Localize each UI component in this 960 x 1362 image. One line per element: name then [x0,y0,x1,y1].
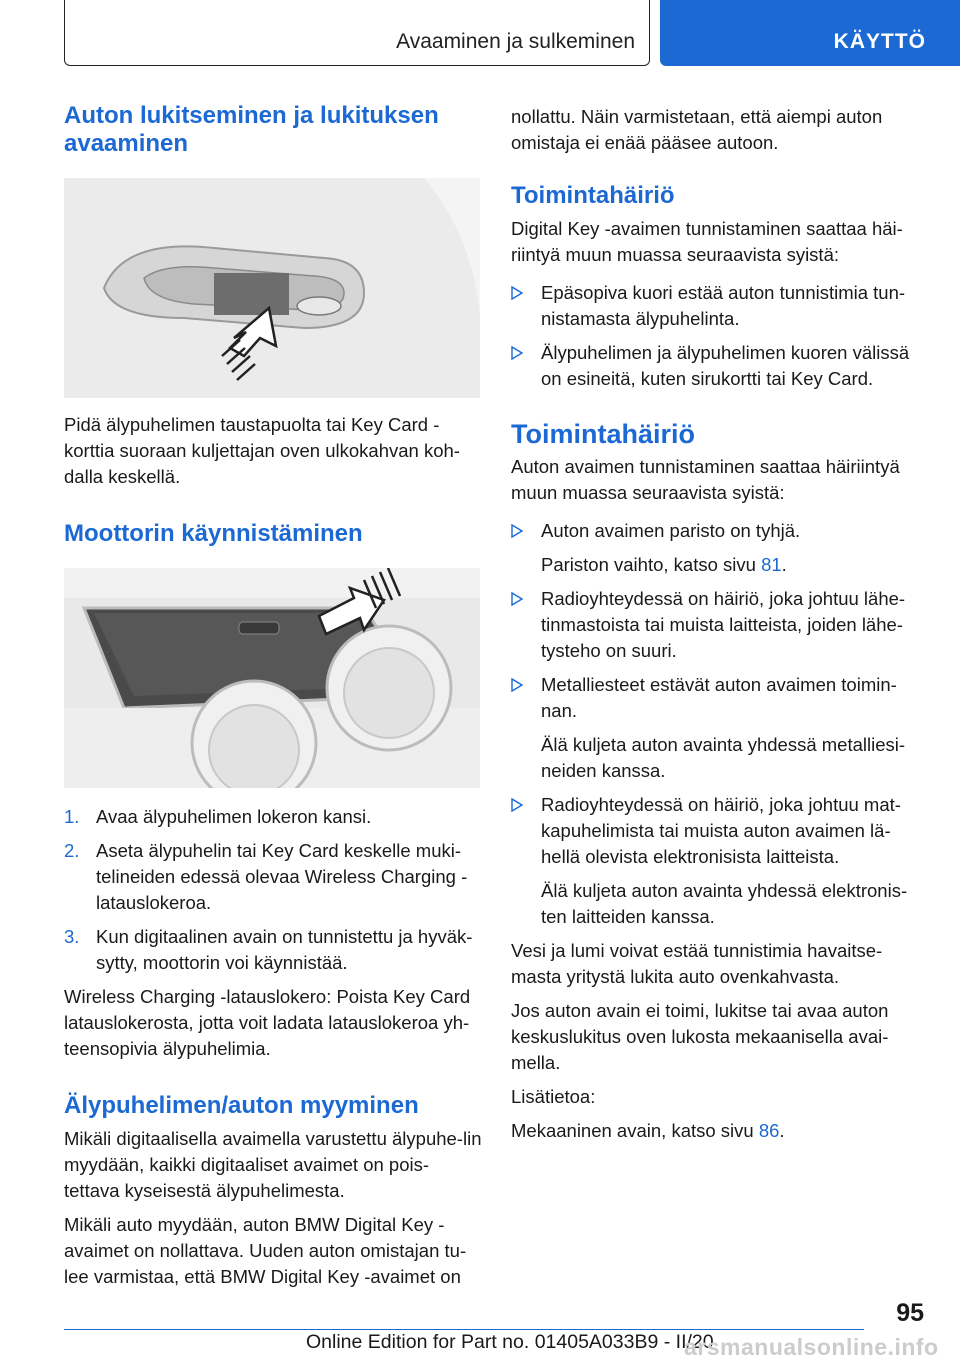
list-item [511,340,921,392]
step-number: 2. [64,840,80,861]
paragraph-car-sold: Mikäli auto myydään, auton BMW Digital Key -avaimet on nollattava. Uuden auton omistajan tu-lee varmistaa, että BMW Digital Key -avaimet on [64,1214,467,1287]
triangle-bullet-icon [511,346,523,360]
header-section-title: Avaaminen ja sulkeminen [396,30,635,53]
footer-watermark: arsmanualsonline.info [684,1334,939,1360]
bullet-text: Auton avaimen paristo on tyhjä. [541,520,801,541]
car-key-causes-list [511,518,921,930]
page-link-86[interactable]: 86 [758,1120,780,1141]
heading-malfunction-car-key: Toimintahäiriö [511,419,696,449]
bullet-subtext: Älä kuljeta auton avainta yhdessä metalliesi-neiden kanssa. [541,734,906,781]
step-text: Avaa älypuhelimen lokeron kansi. [96,806,372,827]
header-chapter-label: KÄYTTÖ [833,30,926,53]
list-item [64,838,482,916]
bullet-text: Älypuhelimen ja älypuhelimen kuoren välissä on esineitä, kuten sirukortti tai Key Card. [541,342,910,389]
subtext-prefix: Pariston vaihto, katso sivu [541,554,762,575]
start-steps-list [64,804,482,976]
paragraph-wireless-charging: Wireless Charging -latauslokero: Poista Key Card latauslokerosta, jotta voit ladata latauslokeroa yh-teensopivia älypuhelimia. [64,986,471,1059]
list-item [511,672,921,784]
door-handle-illustration [64,178,480,398]
heading-start-engine: Moottorin käynnistäminen [64,520,363,547]
bullet-text: Radioyhteydessä on häiriö, joka johtuu lähe-tinmastoista tai muista laitteista, joiden lähe-tysteho on suuri. [541,588,906,661]
page-number: 95 [896,1299,924,1327]
triangle-bullet-icon [511,524,523,538]
bullet-text: Metalliesteet estävät auton avaimen toimin-nan. [541,674,897,721]
bullet-subtext [541,552,921,578]
paragraph-hold-phone: Pidä älypuhelimen taustapuolta tai Key Card -korttia suoraan kuljettajan oven ulkokahvan koh-dalla keskellä. [64,414,460,487]
heading-locking: Auton lukitseminen ja lukituksen avaaminen [64,102,439,157]
list-item [64,924,482,976]
list-item [511,586,921,664]
triangle-bullet-icon [511,798,523,812]
step-text: Aseta älypuhelin tai Key Card keskelle muki-telineiden edessä olevaa Wireless Charging -latauslokeroa. [96,840,468,913]
ref-prefix: Mekaaninen avain, katso sivu [511,1120,759,1141]
step-number: 3. [64,926,80,947]
paragraph-digital-key-interference: Digital Key -avaimen tunnistaminen saattaa häi-riintyä muun muassa seuraavista syistä: [511,218,903,265]
right-column [511,104,921,1144]
list-item [511,280,921,332]
paragraph-continued: nollattu. Näin varmistetaan, että aiempi auton omistaja ei enää pääsee autoon. [511,106,883,153]
paragraph-phone-sold: Mikäli digitaalisella avaimella varustettu älypuhe-lin myydään, kaikki digitaaliset avaimet on pois-tettava kyseisestä älypuhelimesta. [64,1128,482,1201]
page-link-81[interactable]: 81 [761,554,782,575]
subtext-suffix: . [781,554,787,575]
heading-malfunction-digital-key: Toimintahäiriö [511,182,675,209]
paragraph-water-snow: Vesi ja lumi voivat estää tunnistimia havaitse-masta yritystä lukita auto ovenkahvasta. [511,940,883,987]
bullet-text: Radioyhteydessä on häiriö, joka johtuu mat-kapuhelimista tai muista auton avaimen lä-hellä olevista elektronisista laitteista. [541,794,901,867]
digital-key-causes-list [511,280,921,392]
heading-selling: Älypuhelimen/auton myyminen [64,1092,419,1119]
bullet-subtext: Älä kuljeta auton avainta yhdessä elektronis-ten laitteiden kanssa. [541,880,908,927]
header-chapter-tab [660,0,960,66]
triangle-bullet-icon [511,678,523,692]
triangle-bullet-icon [511,592,523,606]
paragraph-mechanical-lock: Jos auton avain ei toimi, lukitse tai avaa auton keskuslukitus oven lukosta mekaanisella avai-mella. [511,1000,889,1073]
list-item [511,518,921,578]
triangle-bullet-icon [511,286,523,300]
footer-edition: Online Edition for Part no. 01405A033B9 - II/20 [306,1331,714,1353]
header-section-box [64,0,650,66]
paragraph-more-info: Lisätietoa: [511,1086,596,1107]
bullet-text: Epäsopiva kuori estää auton tunnistimia tun-nistamasta älypuhelinta. [541,282,906,329]
list-item [64,804,482,830]
paragraph-car-key-interference: Auton avaimen tunnistaminen saattaa häiriintyä muun muassa seuraavista syistä: [511,456,900,503]
paragraph-mechanical-key-ref [511,1118,921,1144]
footer-rule [64,1329,864,1330]
left-column [64,102,482,1290]
ref-suffix: . [779,1120,785,1141]
step-text: Kun digitaalinen avain on tunnistettu ja hyväk-sytty, moottorin voi käynnistää. [96,926,473,973]
wireless-charging-tray-illustration [64,568,480,788]
list-item [511,792,921,930]
step-number: 1. [64,806,80,827]
